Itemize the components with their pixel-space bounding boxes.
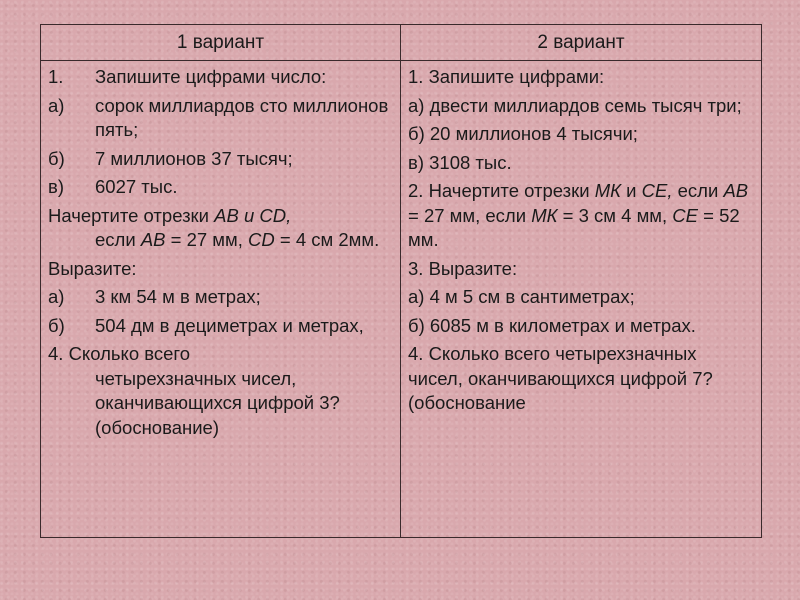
item-text: 3 км 54 м в метрах; — [95, 286, 261, 307]
segment-name: МК — [594, 180, 622, 201]
task-4 — [48, 342, 394, 440]
text-run: = 3 см 4 мм, — [557, 204, 673, 226]
text-run: если — [672, 180, 724, 201]
header-variant-2: 2 вариант — [401, 25, 761, 61]
task-3a — [48, 285, 394, 310]
header-variant-1: 1 вариант — [41, 25, 401, 61]
text-run: = 27 мм, если — [408, 204, 532, 226]
task-3-title: Выразите: — [48, 257, 137, 279]
item-label: а) — [48, 94, 65, 116]
task-2 — [48, 204, 394, 253]
text-run: и — [621, 180, 642, 201]
task-1a: а) двести миллиардов семь тысяч три; — [408, 94, 742, 116]
segment-name: СЕ — [672, 204, 698, 226]
task-3-title: 3. Выразите: — [408, 257, 518, 279]
text-run: 2. Начертите отрезки — [408, 180, 595, 201]
task-1-title — [48, 65, 394, 90]
item-text: сорок миллиардов сто миллионов пять; — [95, 94, 389, 140]
task-3b: б) 6085 м в километрах и метрах. — [408, 314, 696, 336]
task-1b — [48, 147, 394, 172]
text-run: Начертите отрезки — [48, 204, 215, 226]
task-2 — [408, 179, 755, 253]
task-1-title: 1. Запишите цифрами: — [408, 66, 605, 87]
item-label: 1. — [48, 66, 64, 87]
item-text: Запишите цифрами число: — [95, 66, 327, 87]
task-1c: в) 3108 тыс. — [408, 151, 512, 173]
text-run: = 52 мм. — [408, 204, 740, 250]
item-label: а) — [48, 286, 65, 307]
task-3b — [48, 314, 394, 339]
task-2-condition — [48, 228, 394, 253]
segment-name: CD — [248, 229, 275, 250]
task-1c — [48, 175, 394, 200]
segment-names: AB и CD, — [214, 204, 292, 226]
text-run: = 4 см 2мм. — [274, 229, 380, 250]
task-4-text: четырехзначных чисел, оканчивающихся цифрой 3? (обоснование) — [95, 367, 340, 438]
task-1a — [48, 94, 394, 143]
text-run: = 27 мм, — [165, 229, 249, 250]
segment-name: AB — [723, 180, 749, 201]
segment-name: МК — [531, 204, 558, 226]
task-4-title: 4. Сколько всего — [48, 343, 191, 364]
task-3a: а) 4 м 5 см в сантиметрах; — [408, 286, 635, 307]
item-label: б) — [48, 147, 65, 169]
segment-name: AB — [140, 229, 166, 250]
item-label: б) — [48, 314, 65, 336]
item-text: 6027 тыс. — [95, 176, 178, 197]
segment-name: СЕ, — [641, 180, 673, 201]
variant-1-column — [41, 61, 401, 537]
item-label: в) — [48, 176, 64, 197]
item-text: 504 дм в дециметрах и метрах, — [95, 314, 364, 336]
variant-2-column — [401, 61, 761, 537]
text-run: если — [95, 229, 141, 250]
task-1b: б) 20 миллионов 4 тысячи; — [408, 123, 638, 144]
task-4: 4. Сколько всего четырехзначных чисел, оканчивающихся цифрой 7? (обоснование — [408, 343, 713, 413]
exercise-table — [40, 24, 762, 538]
item-text: 7 миллионов 37 тысяч; — [95, 147, 293, 169]
